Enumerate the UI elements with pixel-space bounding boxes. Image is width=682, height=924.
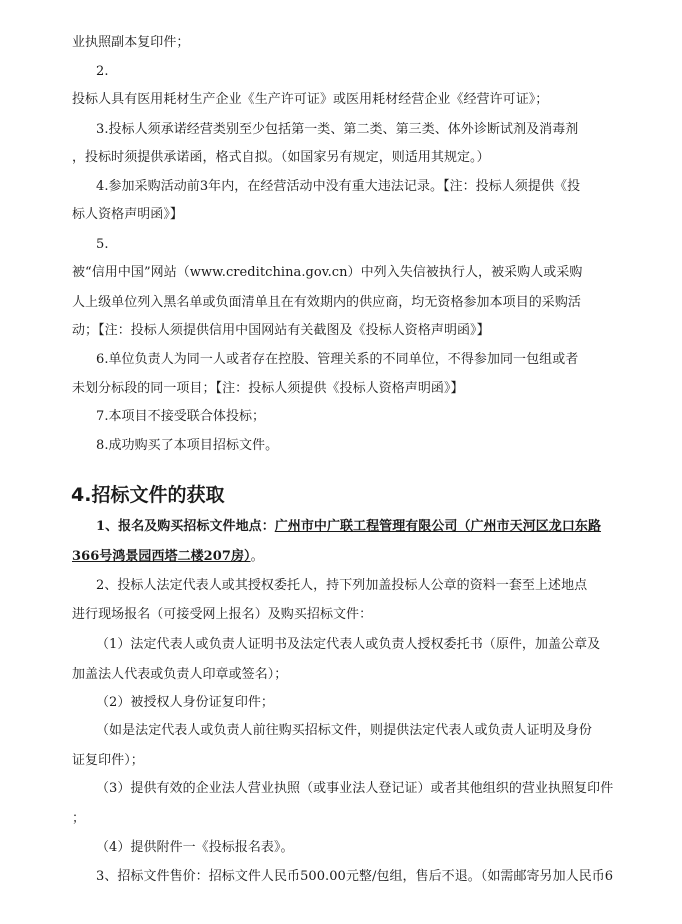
text-line: ； xyxy=(72,811,86,826)
list-item: （1）法定代表人或负责人证明书及法定代表人或负责人授权委托书（原件，加盖公章及 xyxy=(96,637,601,652)
list-item xyxy=(96,519,601,535)
list-number: 2. xyxy=(96,64,109,79)
text-line: ，投标时须提供承诺函，格式自拟。（如国家另有规定，则适用其规定。） xyxy=(72,150,490,165)
list-item: 3、招标文件售价：招标文件人民币500.00元整/包组，售后不退。（如需邮寄另加人民币6 xyxy=(96,869,614,884)
text-line xyxy=(72,549,264,565)
text-line: 投标人具有医用耗材生产企业《生产许可证》或医用耗材经营企业《经营许可证》； xyxy=(72,92,549,107)
address: 366号鸿景园西塔二楼207房） xyxy=(72,549,251,564)
item-label: 1、报名及购买招标文件地点： xyxy=(96,519,275,534)
punctuation: 。 xyxy=(250,549,264,564)
list-item: 2、投标人法定代表人或其授权委托人，持下列加盖投标人公章的资料一套至上述地点 xyxy=(96,578,588,593)
text-line: 未划分标段的同一项目；【注：投标人须提供《投标人资格声明函》】 xyxy=(72,381,464,396)
text-line: 动；【注：投标人须提供信用中国网站有关截图及《投标人资格声明函》】 xyxy=(72,323,490,338)
list-item: （2）被授权人身份证复印件； xyxy=(96,695,274,710)
list-item: 8.成功购买了本项目招标文件。 xyxy=(96,438,279,453)
list-item: 6.单位负责人为同一人或者存在控股、管理关系的不同单位，不得参加同一包组或者 xyxy=(96,352,579,367)
list-item: （4）提供附件一《投标报名表》。 xyxy=(96,840,294,855)
list-item: （如是法定代表人或负责人前往购买招标文件，则提供法定代表人或负责人证明及身份 xyxy=(96,723,592,738)
text-line: 业执照副本复印件； xyxy=(72,35,190,50)
address: 广州市中广联工程管理有限公司（广州市天河区龙口东路 xyxy=(274,519,602,534)
list-item: 4.参加采购活动前3年内，在经营活动中没有重大违法记录。【注：投标人须提供《投 xyxy=(96,179,581,194)
text-line: 标人资格声明函》】 xyxy=(72,207,183,222)
text-line: 进行现场报名（可接受网上报名）及购买招标文件： xyxy=(72,607,373,622)
list-item: 3.投标人须承诺经营类别至少包括第一类、第二类、第三类、体外诊断试剂及消毒剂 xyxy=(96,122,579,137)
list-item: 7.本项目不接受联合体投标； xyxy=(96,409,266,424)
list-number: 5. xyxy=(96,237,109,252)
text-line: 被“信用中国”网站（www.creditchina.gov.cn）中列入失信被执行人，被采购人或采购 xyxy=(72,265,583,280)
text-line: 证复印件）； xyxy=(72,753,144,768)
text-line: 人上级单位列入黑名单或负面清单且在有效期内的供应商，均无资格参加本项目的采购活 xyxy=(72,295,581,310)
list-item: （3）提供有效的企业法人营业执照（或事业法人登记证）或者其他组织的营业执照复印件 xyxy=(96,781,614,796)
section-heading: 4.招标文件的获取 xyxy=(71,484,225,506)
text-line: 加盖法人代表或负责人印章或签名）； xyxy=(72,667,288,682)
